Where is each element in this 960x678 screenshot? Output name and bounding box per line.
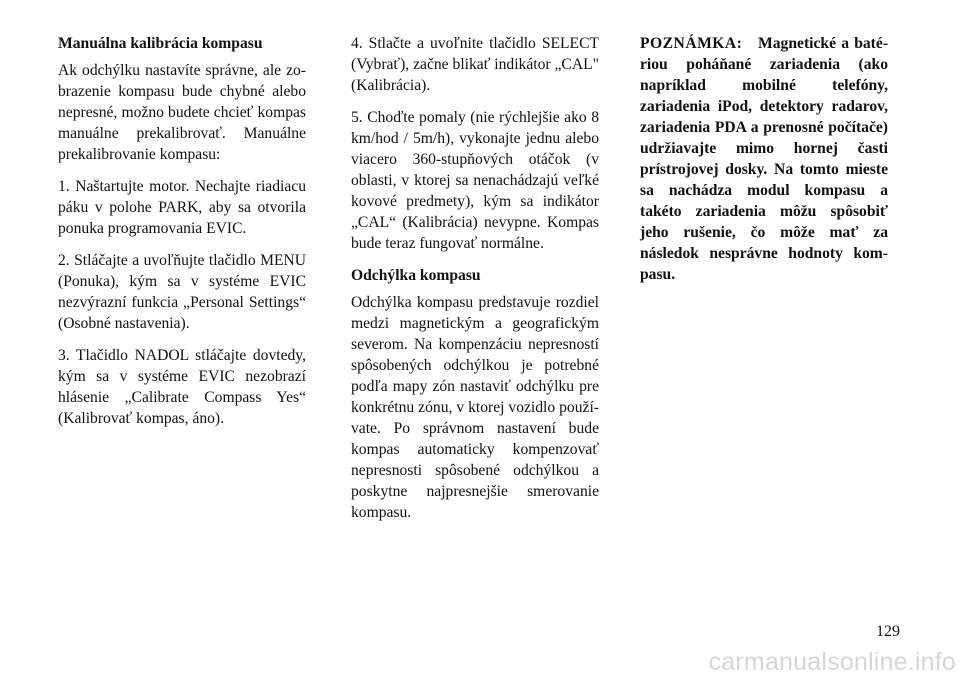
step-3: 3. Tlačidlo NADOL stláčajte dovtedy, kým sa v systéme EVIC nezobrazí hlásenie „Calibrate Compass Yes“ (Kalibrovať kompas, áno). xyxy=(58,347,306,427)
watermark: carmanualsonline.info xyxy=(708,648,956,676)
column-left xyxy=(58,33,306,440)
variance-paragraph: Odchýlka kompasu predstavuje rozdiel medzi magnetickým a geografickým severom. Na kompenzáciu nepresností spôsobených odchýlkou je potrebné podľa mapy zón nastaviť odchýlku pre konkrétnu zónu, v ktorej vozidlo používate. Po správnom nastavení bude kompas automaticky kompenzovať nepresnosti spôsobené odchýlkou a poskytne najpresnejšie smerovanie kompasu. xyxy=(351,294,599,521)
step-1: 1. Naštartujte motor. Nechajte riadiacu páku v polohe PARK, aby sa otvorila ponuka programovania EVIC. xyxy=(58,178,306,237)
section-heading-manual-calibration: Manuálna kalibrácia kompasu xyxy=(58,35,263,52)
step-4: 4. Stlačte a uvoľnite tlačidlo SELECT (Vybrať), začne blikať indikátor „CAL" (Kalibrácia). xyxy=(351,35,599,94)
column-right xyxy=(640,33,888,285)
note-text: Magnetické a batériou poháňané zariadenia (ako napríklad mobilné telefóny, zariadenia iPod, detektory radarov, zariadenia PDA a prenosné počítače) udržiavajte mimo hornej časti prístrojovej dosky. Na tomto mieste sa nachádza modul kompasu a takéto zariadenia môžu spôsobiť jeho rušenie, čo môže mať za následok nesprávne hodnoty kompasu. xyxy=(640,35,889,283)
intro-paragraph: Ak odchýlku nastavíte správne, ale zobrazenie kompasu bude chybné alebo nepresné, možno budete chcieť kompas manuálne prekalibrovať. Manuálne prekalibrovanie kompasu: xyxy=(58,62,306,163)
page-number: 129 xyxy=(876,623,900,640)
note-label: POZNÁMKA: xyxy=(640,35,743,52)
section-heading-compass-variance: Odchýlka kompasu xyxy=(351,267,481,284)
step-5: 5. Choďte pomaly (nie rýchlejšie ako 8 km/hod / 5m/h), vykonajte jednu alebo viacero 360-stupňových otáčok (v oblasti, v ktorej sa nenachádzajú veľké kovové predmety), kým sa indikátor „CAL“ (Kalibrácia) nevypne. Kompas bude teraz fungovať normálne. xyxy=(351,109,599,252)
step-2: 2. Stláčajte a uvoľňujte tlačidlo MENU (Ponuka), kým sa v systéme EVIC nezvýrazní funkcia „Personal Settings“ (Osobné nastavenia). xyxy=(58,252,306,332)
note-block xyxy=(640,33,888,285)
column-middle xyxy=(351,33,599,534)
